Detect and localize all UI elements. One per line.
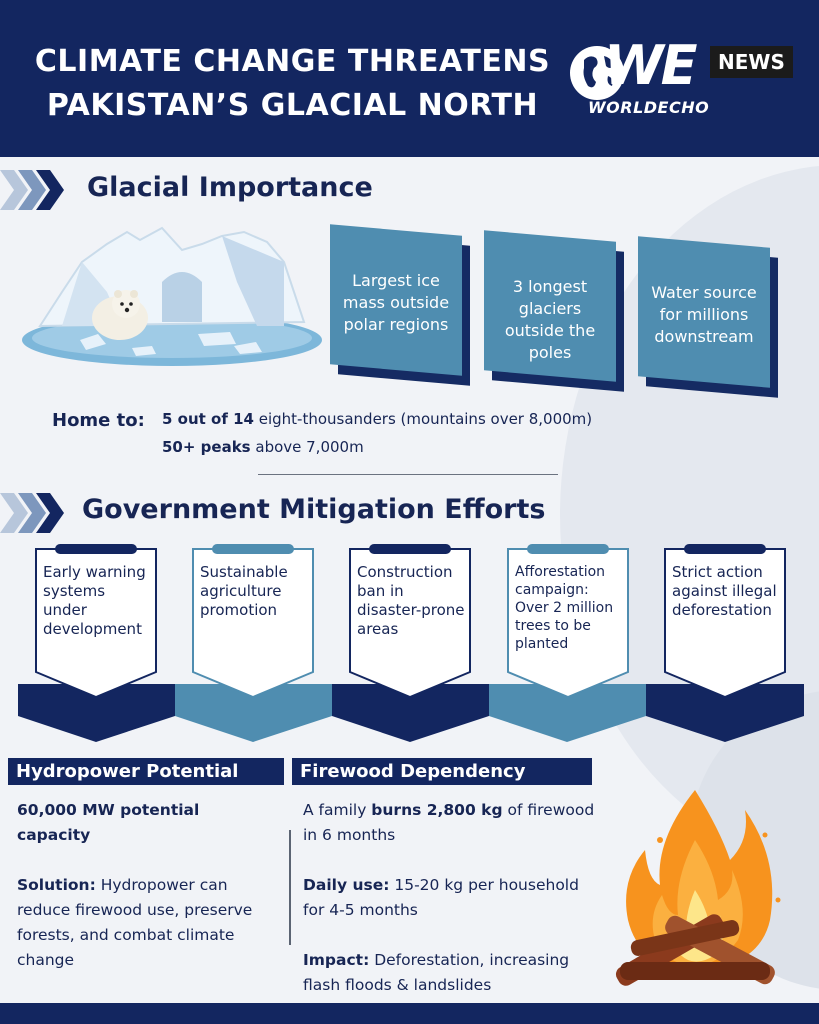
mitigation-title: Government Mitigation Efforts <box>82 494 546 525</box>
hydropower-title: Hydropower Potential <box>8 758 284 785</box>
glacial-fact-card: Largest ice mass outside polar regions <box>330 230 462 354</box>
chevron-arrows-icon <box>0 170 70 210</box>
chevron-arrows-icon <box>0 493 70 533</box>
home-to-line-1: 5 out of 14 eight-thousanders (mountains over 8,000m) <box>162 410 593 428</box>
hydropower-capacity: 60,000 MW potential capacity <box>17 801 200 844</box>
firewood-title: Firewood Dependency <box>292 758 592 785</box>
glacial-fact-card: Water source for millions downstream <box>638 242 770 366</box>
footer-bar <box>0 1003 819 1024</box>
home-to-label: Home to: <box>52 410 145 431</box>
divider <box>258 474 558 475</box>
mitigation-card: Sustainable agriculture promotion <box>192 548 314 698</box>
firewood-fact-3: Impact: Deforestation, increasing flash floods & landslides <box>303 951 570 994</box>
mitigation-card: Strict action against illegal deforestation <box>664 548 786 698</box>
logo-worldecho: WORLDECHO <box>588 98 710 117</box>
mitigation-card: Early warning systems under development <box>35 548 157 698</box>
glacial-importance-title: Glacial Importance <box>87 172 373 203</box>
mitigation-card: Afforestation campaign: Over 2 million trees to be planted <box>507 548 629 698</box>
worldecho-logo <box>570 34 800 122</box>
firewood-fact-1: A family burns 2,800 kg of firewood in 6 months <box>303 801 595 844</box>
hydropower-solution: Solution: Hydropower can reduce firewood use, preserve forests, and combat climate change <box>17 876 253 969</box>
iceberg-polar-bear-illustration <box>22 222 322 370</box>
campfire-icon <box>600 780 790 990</box>
home-to-line-2: 50+ peaks above 7,000m <box>162 438 364 456</box>
logo-we: WE <box>604 34 695 97</box>
column-divider <box>289 830 291 945</box>
mitigation-card: Construction ban in disaster-prone areas <box>349 548 471 698</box>
firewood-fact-2: Daily use: 15-20 kg per household for 4-5 months <box>303 876 579 919</box>
page-title: CLIMATE CHANGE THREATENS PAKISTAN’S GLACIAL NORTH <box>34 44 551 123</box>
glacial-fact-card: 3 longest glaciers outside the poles <box>484 236 616 360</box>
header <box>0 0 819 157</box>
logo-news: NEWS <box>710 46 793 78</box>
